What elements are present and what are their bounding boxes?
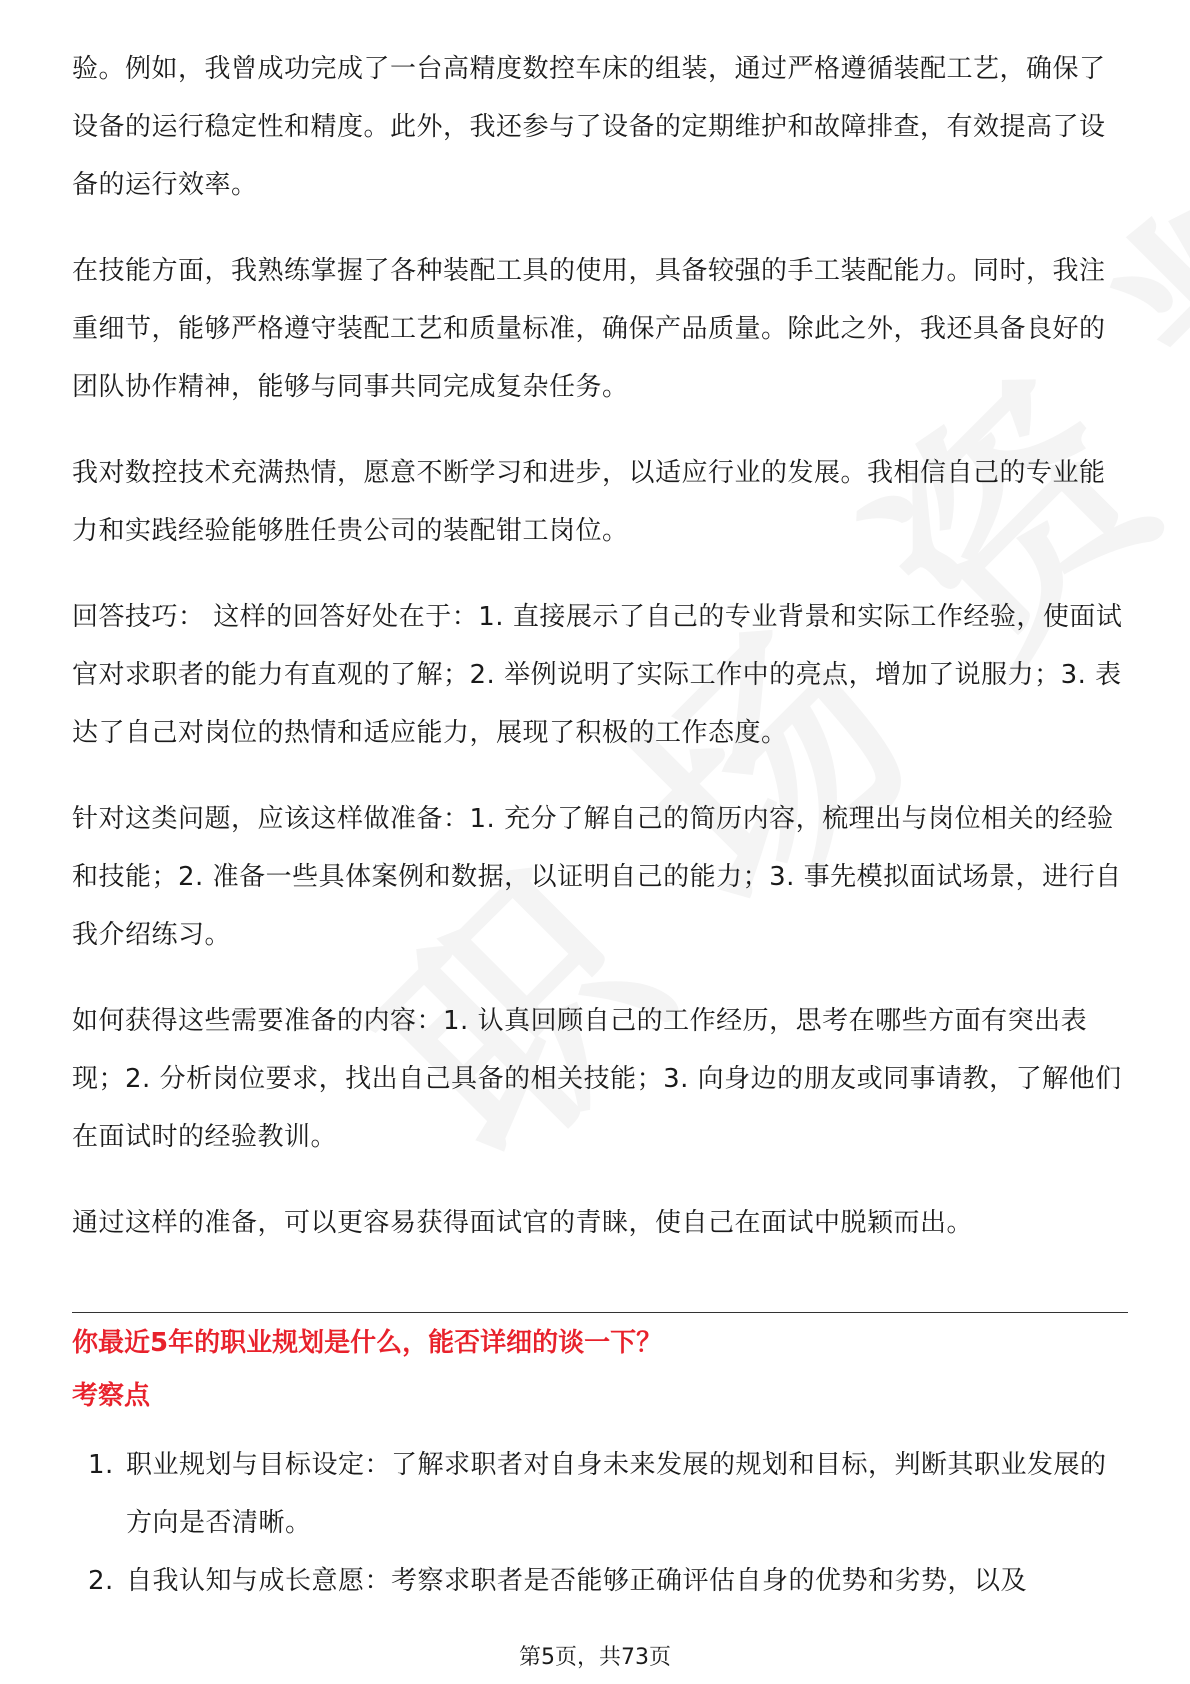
page-footer: 第5页，共73页 bbox=[519, 1645, 671, 1670]
list-item bbox=[72, 1436, 1128, 1552]
list-text: 职业规划与目标设定：了解求职者对自身未来发展的规划和目标，判断其职业发展的方向是否清晰。 bbox=[126, 1450, 1107, 1538]
paragraph: 回答技巧： 这样的回答好处在于：1. 直接展示了自己的专业背景和实际工作经验，使面试官对求职者的能力有直观的了解；2. 举例说明了实际工作中的亮点，增加了说服力；3. 表达了自己对岗位的热情和适应能力，展现了积极的工作态度。 bbox=[72, 602, 1123, 748]
paragraph: 针对这类问题，应该这样做准备：1. 充分了解自己的简历内容，梳理出与岗位相关的经验和技能；2. 准备一些具体案例和数据，以证明自己的能力；3. 事先模拟面试场景，进行自我介绍练习。 bbox=[72, 804, 1122, 950]
section-label: 考察点 bbox=[72, 1381, 151, 1411]
paragraph: 在技能方面，我熟练掌握了各种装配工具的使用，具备较强的手工装配能力。同时，我注重细节，能够严格遵守装配工艺和质量标准，确保产品质量。除此之外，我还具备良好的团队协作精神，能够与同事共同完成复杂任务。 bbox=[72, 256, 1106, 402]
list-item bbox=[72, 1552, 1128, 1610]
section-divider bbox=[72, 1312, 1128, 1313]
document-body bbox=[72, 40, 1128, 1280]
paragraph: 通过这样的准备，可以更容易获得面试官的青睐，使自己在面试中脱颖而出。 bbox=[72, 1208, 974, 1238]
list-number: 1. bbox=[88, 1450, 114, 1480]
paragraph: 如何获得这些需要准备的内容：1. 认真回顾自己的工作经历，思考在哪些方面有突出表现；2. 分析岗位要求，找出自己具备的相关技能；3. 向身边的朋友或同事请教，了解他们在面试时的经验教训。 bbox=[72, 1006, 1122, 1152]
list-number: 2. bbox=[88, 1566, 114, 1596]
paragraph: 验。例如，我曾成功完成了一台高精度数控车床的组装，通过严格遵循装配工艺，确保了设备的运行稳定性和精度。此外，我还参与了设备的定期维护和故障排查，有效提高了设备的运行效率。 bbox=[72, 54, 1106, 200]
question-heading: 你最近5年的职业规划是什么，能否详细的谈一下？ bbox=[72, 1328, 663, 1358]
paragraph: 我对数控技术充满热情，愿意不断学习和进步，以适应行业的发展。我相信自己的专业能力和实践经验能够胜任贵公司的装配钳工岗位。 bbox=[72, 458, 1106, 546]
list-text: 自我认知与成长意愿：考察求职者是否能够正确评估自身的优势和劣势，以及 bbox=[126, 1566, 1028, 1596]
assessment-points-list bbox=[72, 1436, 1128, 1610]
